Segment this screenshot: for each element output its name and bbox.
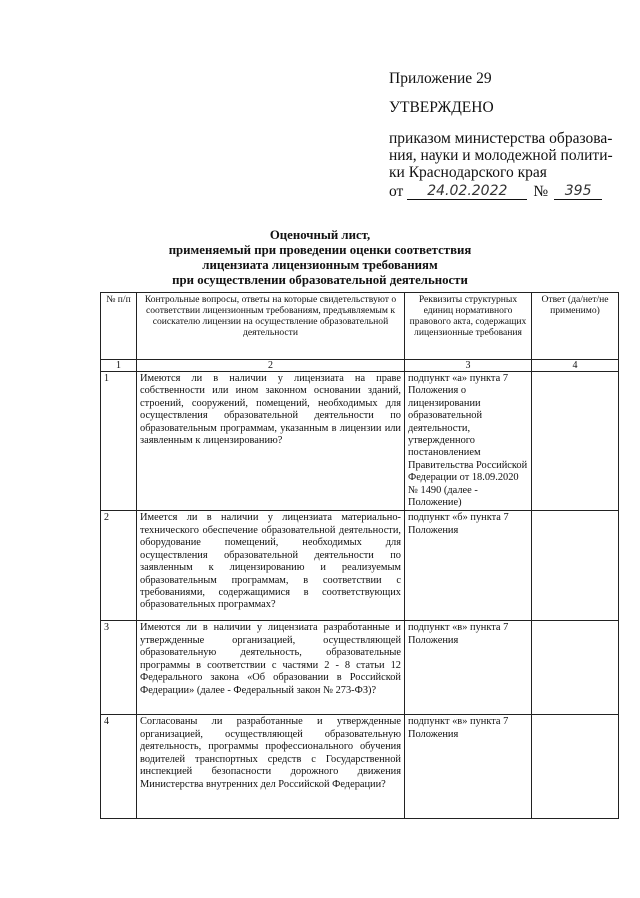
reference-cell: подпункт «в» пункта 7 Положения [405,621,532,715]
order-line-3: ки Краснодарского края [389,164,547,181]
header-number: № п/п [101,293,137,360]
answer-cell[interactable] [532,715,619,819]
question-cell: Согласованы ли разработанные и утвержденные организацией, осуществляющей образовательную деятельность, программы профессионального обучения водителей транспортных средств с Государственной инспекцией безопасности дорожного движения Министерства внутренних дел Российской Федерации? [137,715,405,819]
answer-cell[interactable] [532,372,619,511]
reference-cell: подпункт «в» пункта 7 Положения [405,715,532,819]
title-line-1: Оценочный лист, [269,228,371,242]
order-text [389,130,625,181]
table-row [101,621,619,715]
column-number: 2 [137,360,405,372]
title-line-2: применяемый при проведении оценки соответствия [168,243,472,257]
order-line-1: приказом министерства образова- [389,130,613,147]
row-number: 4 [101,715,137,819]
column-number: 3 [405,360,532,372]
checklist-table [100,292,619,819]
answer-cell[interactable] [532,621,619,715]
document-title [100,228,540,288]
column-number: 4 [532,360,619,372]
reference-cell: подпункт «а» пункта 7 Положения о лицензировании образовательной деятельности, утвержденного постановлением Правительства Российской Федерации от 18.09.2020 № 1490 (далее - Положение) [405,372,532,511]
appendix-number: Приложение 29 [389,70,492,87]
row-number: 1 [101,372,137,511]
handwritten-date: 24.02.2022 [407,183,527,200]
number-sign: № [533,183,549,200]
row-number: 3 [101,621,137,715]
header-reference: Реквизиты структурных единиц нормативного правового акта, содержащих лицензионные требования [405,293,532,360]
header-question: Контрольные вопросы, ответы на которые свидетельствуют о соответствии лицензионным требованиям, предъявляемым к соискателю лицензии на осуществление образовательной деятельности [137,293,405,360]
question-cell: Имеется ли в наличии у лицензиата материально-технического обеспечение образовательной деятельности, оборудование помещений, необходимых для осуществления образовательной деятельности по заявленным к лицензированию и реализуемым образовательным программам, в соответствии с требованиями, содержащимися в соответствующих образовательных программах? [137,511,405,621]
order-line-2: ния, науки и молодежной полити- [389,147,613,164]
table-row [101,715,619,819]
column-number: 1 [101,360,137,372]
order-date-number-row [389,183,625,200]
date-prefix: от [389,183,404,200]
answer-cell[interactable] [532,511,619,621]
column-number-row [101,360,619,372]
approval-block [389,70,625,200]
handwritten-number: 395 [554,183,602,200]
table-row [101,372,619,511]
title-line-4: при осуществлении образовательной деятельности [172,273,468,287]
row-number: 2 [101,511,137,621]
question-cell: Имеются ли в наличии у лицензиата на праве собственности или ином законном основании зданий, строений, сооружений, помещений, необходимых для осуществления образовательной деятельности по образовательным программам, указанным в лицензии или заявленным к лицензированию? [137,372,405,511]
header-answer: Ответ (да/нет/не применимо) [532,293,619,360]
table-header-row [101,293,619,360]
question-cell: Имеются ли в наличии у лицензиата разработанные и утвержденные организацией, осуществляющей образовательную деятельность, образовательные программы в соответствии с частями 2 - 8 статьи 12 Федерального закона «Об образовании в Российской Федерации» (далее - Федеральный закон № 273-ФЗ)? [137,621,405,715]
table-row [101,511,619,621]
approved-stamp-text: УТВЕРЖДЕНО [389,99,494,116]
title-line-3: лицензиата лицензионным требованиям [202,258,438,272]
reference-cell: подпункт «б» пункта 7 Положения [405,511,532,621]
